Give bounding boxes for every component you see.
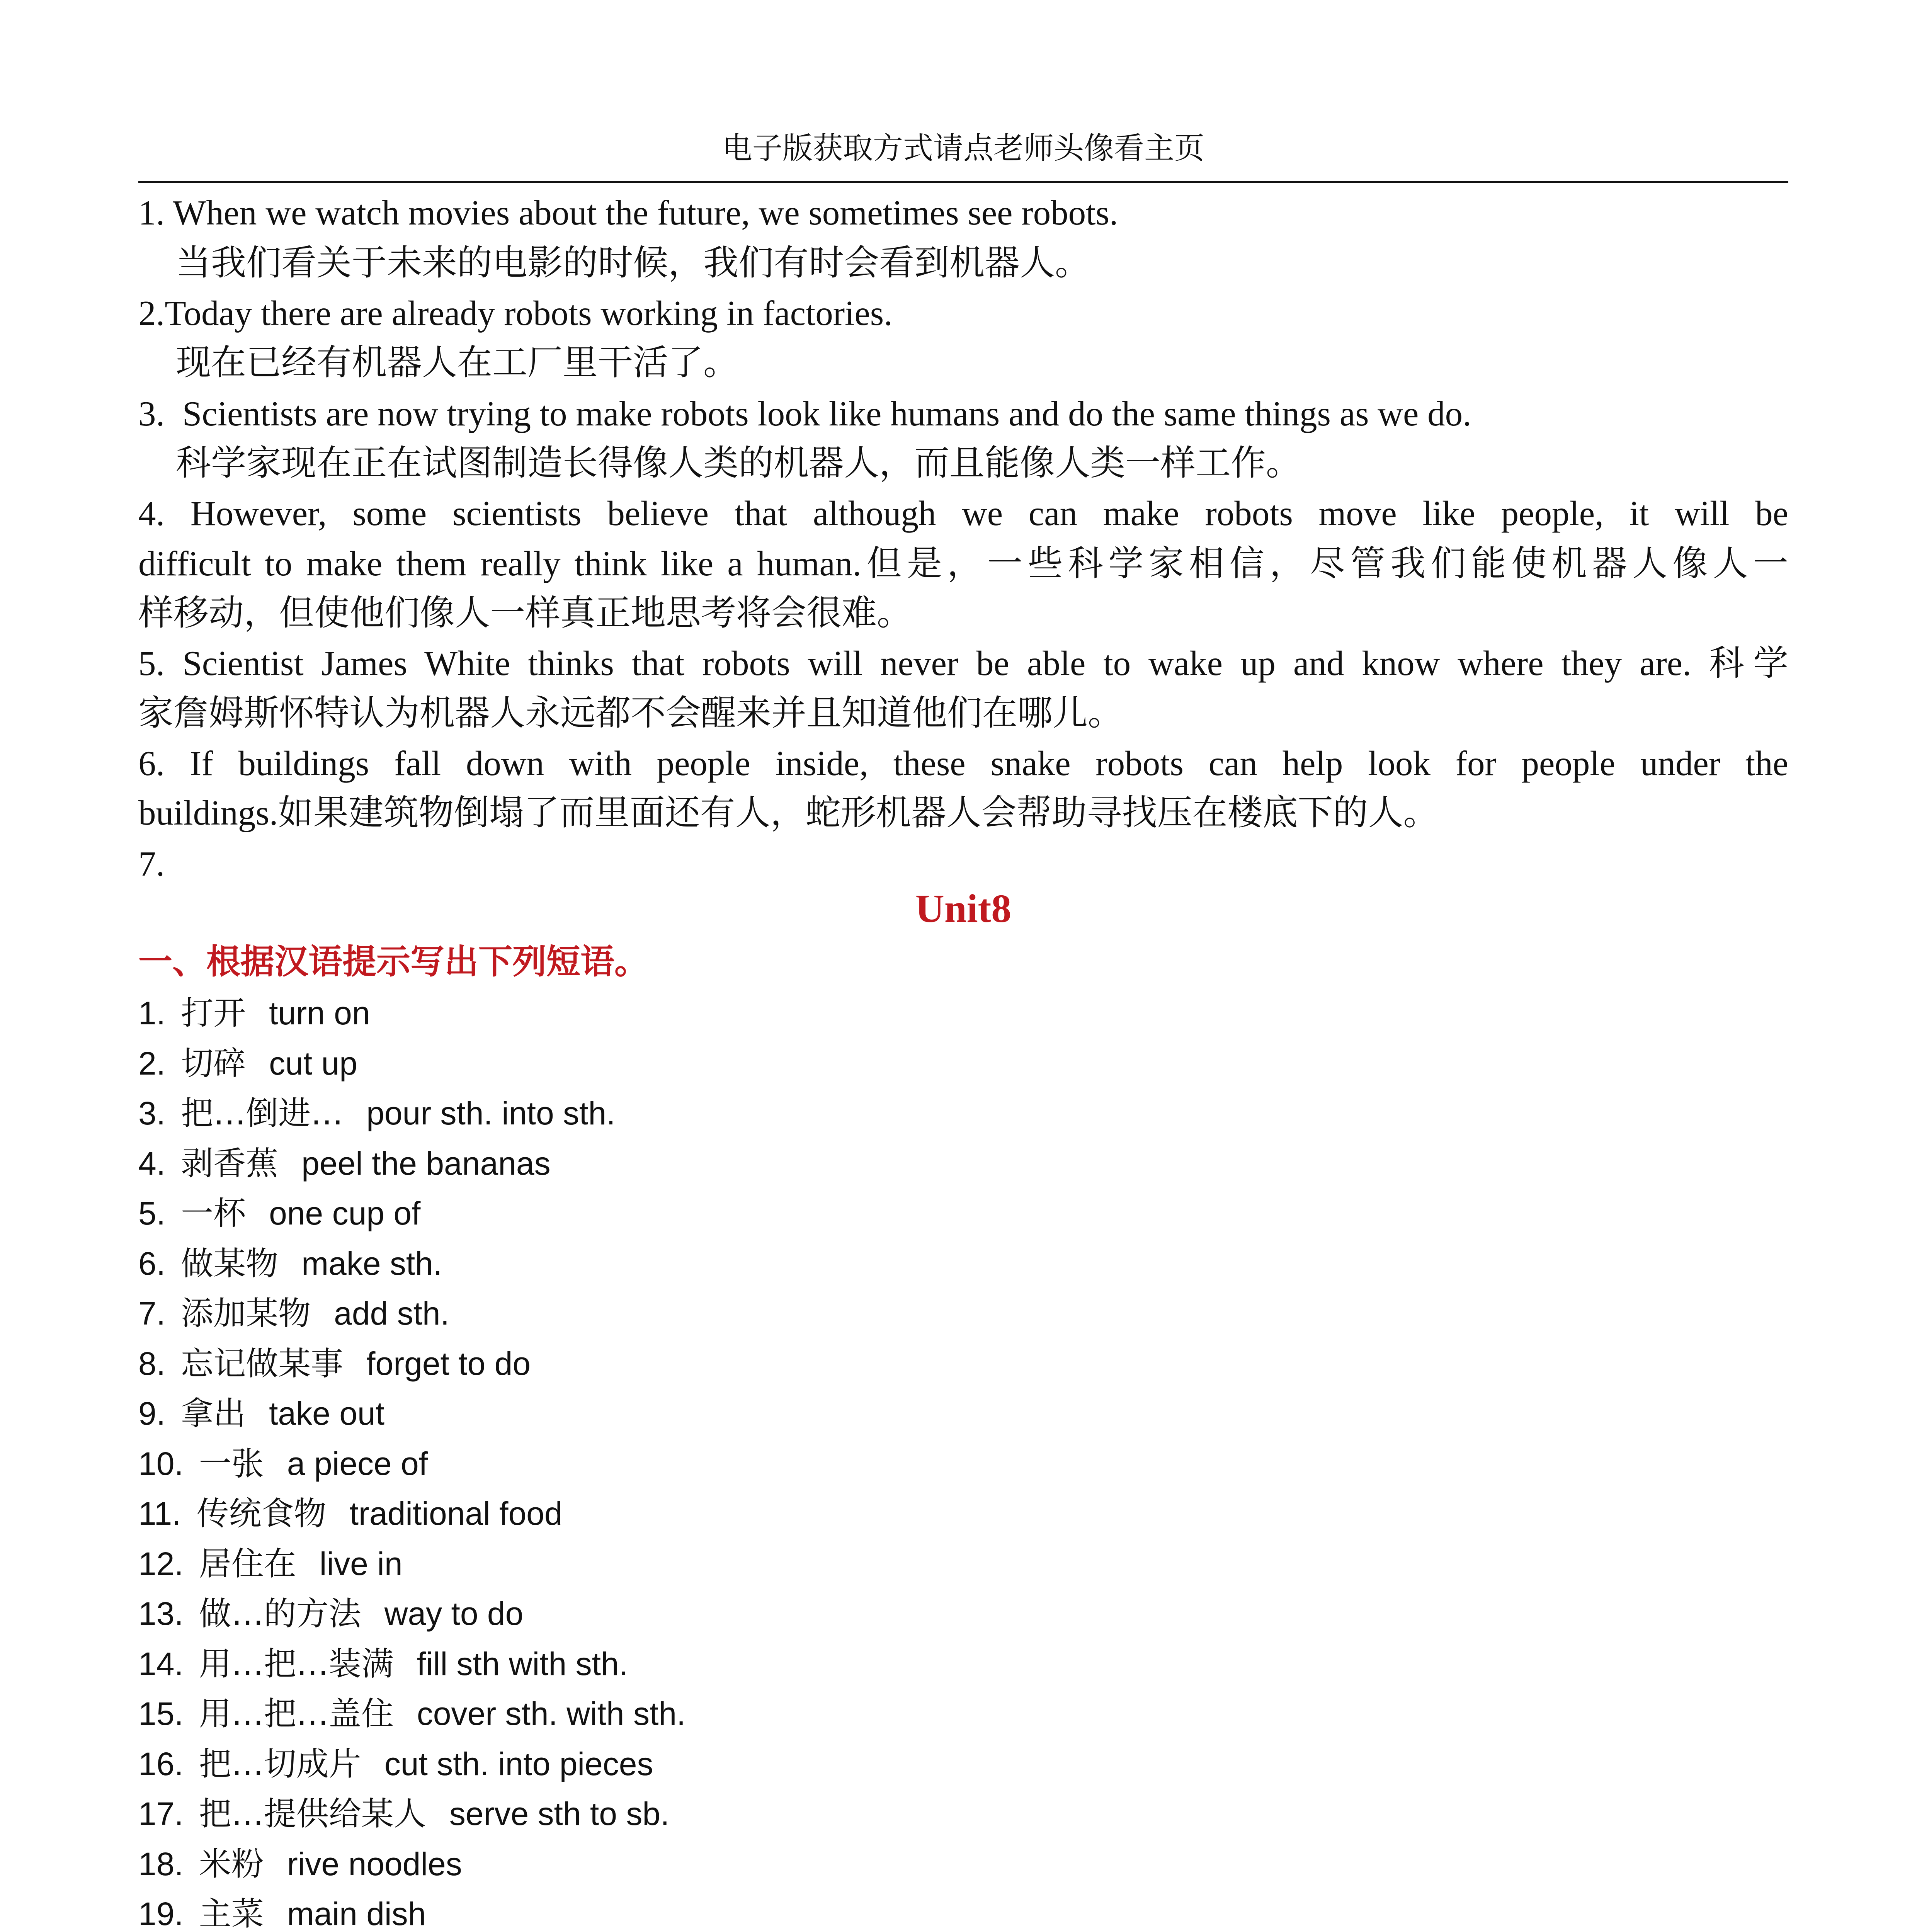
- phrase-chinese: 居住在: [199, 1544, 296, 1583]
- robot-sentence-4-line1: 4. However, some scientists believe that although we can make robots move like people, it will be: [138, 494, 1788, 533]
- phrase-english: traditional food: [349, 1495, 563, 1532]
- phrase-item: [138, 1144, 551, 1182]
- phrase-number: 11.: [138, 1495, 181, 1532]
- robot-sentence-7-num: 7.: [138, 844, 165, 883]
- phrase-chinese: 做某物: [181, 1244, 279, 1282]
- robot-sentence-6-line2: buildings.如果建筑物倒塌了而里面还有人，蛇形机器人会帮助寻找压在楼底下的人。: [138, 793, 1439, 832]
- phrase-item: [138, 1845, 462, 1883]
- phrase-item: [138, 1745, 653, 1783]
- robot-sentence-1-zh: 当我们看关于未来的电影的时候，我们有时会看到机器人。: [176, 243, 1090, 282]
- phrase-item: [138, 1044, 357, 1082]
- phrase-chinese: 一杯: [181, 1194, 246, 1232]
- robot-sentence-2-en: 2.Today there are already robots working in factories.: [138, 294, 893, 333]
- phrase-english: peel the bananas: [301, 1145, 551, 1182]
- robot-sentence-5-line1: 5. Scientist James White thinks that robots will never be able to wake up and know where they are. 科学: [138, 644, 1788, 683]
- phrase-chinese: 把…切成片: [199, 1745, 361, 1783]
- phrase-item: [138, 1094, 616, 1132]
- phrase-item: [138, 1194, 421, 1232]
- phrase-chinese: 传统食物: [196, 1495, 327, 1532]
- phrase-chinese: 切碎: [181, 1044, 246, 1082]
- robot-sentence-4-line3: 样移动，但使他们像人一样真正地思考将会很难。: [138, 594, 912, 633]
- phrase-english: cut up: [269, 1045, 357, 1082]
- header-rule: [138, 181, 1788, 183]
- phrase-number: 9.: [138, 1395, 166, 1432]
- phrase-chinese: 拿出: [181, 1395, 246, 1432]
- phrase-item: [138, 1397, 384, 1430]
- phrase-item: [138, 1544, 403, 1583]
- phrase-number: 16.: [138, 1745, 184, 1782]
- phrase-number: 7.: [138, 1295, 166, 1332]
- section1-heading: 一、根据汉语提示写出下列短语。: [138, 942, 649, 981]
- phrase-number: 13.: [138, 1595, 184, 1632]
- phrase-item: [138, 1244, 442, 1282]
- phrase-number: 8.: [138, 1345, 166, 1382]
- robot-sentence-3-en: 3. Scientists are now trying to make robots look like humans and do the same things as we do.: [138, 394, 1471, 433]
- phrase-item: [138, 1695, 686, 1733]
- phrase-chinese: 忘记做某事: [181, 1344, 344, 1383]
- unit-title: Unit8: [915, 886, 1012, 931]
- robot-sentence-1-en: 1. When we watch movies about the future, we sometimes see robots.: [138, 193, 1118, 232]
- phrase-english: turn on: [269, 995, 370, 1031]
- phrase-chinese: 米粉: [199, 1845, 264, 1883]
- robot-sentence-3-zh: 科学家现在正在试图制造长得像人类的机器人，而且能像人类一样工作。: [176, 444, 1301, 483]
- phrase-item: [138, 1645, 628, 1683]
- phrase-number: 15.: [138, 1696, 184, 1732]
- phrase-english: one cup of: [269, 1195, 421, 1231]
- phrase-english: fill sth with sth.: [417, 1645, 628, 1682]
- phrase-item: [138, 1895, 426, 1932]
- phrase-number: 19.: [138, 1896, 184, 1932]
- phrase-english: forget to do: [366, 1345, 531, 1382]
- phrase-english: main dish: [287, 1896, 426, 1932]
- phrase-english: way to do: [384, 1595, 524, 1632]
- phrase-chinese: 一张: [199, 1444, 264, 1483]
- phrase-number: 2.: [138, 1045, 166, 1082]
- phrase-number: 18.: [138, 1845, 184, 1882]
- page-header: 电子版获取方式请点老师头像看主页: [722, 131, 1204, 166]
- phrase-number: 3.: [138, 1095, 166, 1131]
- phrase-english: cover sth. with sth.: [417, 1696, 686, 1732]
- phrase-english: cut sth. into pieces: [384, 1745, 653, 1782]
- phrase-item: [138, 1595, 524, 1633]
- phrase-english: take out: [269, 1395, 384, 1432]
- phrase-number: 1.: [138, 995, 166, 1031]
- phrase-number: 14.: [138, 1645, 184, 1682]
- phrase-chinese: 用…把…装满: [199, 1645, 394, 1683]
- phrase-item: [138, 1497, 563, 1530]
- phrase-english: serve sth to sb.: [449, 1796, 670, 1832]
- phrase-chinese: 做…的方法: [199, 1595, 361, 1633]
- phrase-chinese: 把…提供给某人: [199, 1795, 426, 1833]
- phrase-chinese: 添加某物: [181, 1294, 311, 1332]
- phrase-english: make sth.: [301, 1245, 442, 1282]
- phrase-chinese: 打开: [181, 994, 246, 1032]
- phrase-english: add sth.: [334, 1295, 449, 1332]
- phrase-item: [138, 1294, 449, 1332]
- phrase-item: [138, 1444, 428, 1483]
- phrase-number: 12.: [138, 1545, 184, 1582]
- phrase-english: live in: [319, 1545, 403, 1582]
- phrase-chinese: 剥香蕉: [181, 1144, 279, 1182]
- phrase-number: 5.: [138, 1195, 166, 1231]
- robot-sentence-2-zh: 现在已经有机器人在工厂里干活了。: [176, 343, 739, 382]
- phrase-item: [138, 1344, 531, 1383]
- phrase-english: rive noodles: [287, 1845, 462, 1882]
- robot-sentence-5-line2: 家詹姆斯怀特认为机器人永远都不会醒来并且知道他们在哪儿。: [138, 694, 1123, 733]
- phrase-item: [138, 1795, 670, 1833]
- phrase-item: [138, 994, 370, 1032]
- robot-sentence-6-line1: 6. If buildings fall down with people inside, these snake robots can help look for people under the: [138, 744, 1788, 783]
- phrase-number: 10.: [138, 1445, 184, 1482]
- phrase-chinese: 主菜: [199, 1895, 264, 1932]
- phrase-number: 6.: [138, 1245, 166, 1282]
- robot-sentence-4-line2: difficult to make them really think like a human.但是，一些科学家相信，尽管我们能使机器人像人一: [138, 544, 1788, 583]
- phrase-english: pour sth. into sth.: [366, 1095, 616, 1131]
- phrase-number: 4.: [138, 1145, 166, 1182]
- phrase-chinese: 用…把…盖住: [199, 1695, 394, 1733]
- phrase-number: 17.: [138, 1796, 184, 1832]
- phrase-chinese: 把…倒进…: [181, 1094, 344, 1132]
- phrase-english: a piece of: [287, 1445, 428, 1482]
